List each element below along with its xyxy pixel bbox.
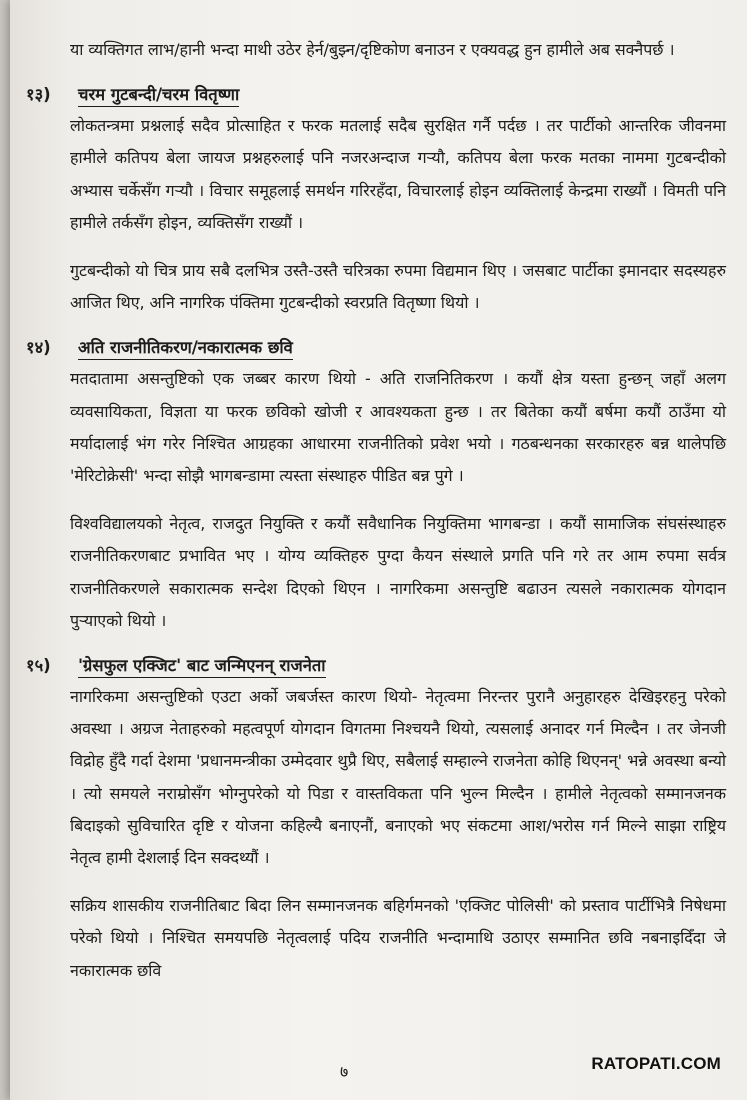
section-13-paragraph-1: लोकतन्त्रमा प्रश्नलाई सदैव प्रोत्साहित र फरक मतलाई सदैब सुरक्षित गर्नै पर्दछ । तर पार्टीको आन्तरिक जीवनमा हामीले कतिपय बेला जायज प्रश्नहरुलाई पनि नजरअन्दाज गऱ्यौ, कतिपय बेला फरक मतका नाममा गुटबन्दीको अभ्यास चर्केसँग गऱ्यौ । विचार समूहलाई समर्थन गरिरहँदा, विचारलाई होइन व्यक्तिलाई केन्द्रमा राख्यौं । विमती पनि हामीले तर्कसँग होइन, व्यक्तिसँग राख्यौं ।: [70, 116, 726, 232]
section-14-paragraph-2: विश्वविद्यालयको नेतृत्व, राजदुत नियुक्ति र कयौं सवैधानिक नियुक्तिमा भागबन्डा । कयौं सामाजिक संघसंस्थाहरु राजनीतिकरणबाट प्रभावित भए । योग्य व्यक्तिहरु पुग्दा कैयन संस्थाले प्रगति पनि गरे तर आम रुपमा सर्वत्र राजनीतिकरणले सकारात्मक सन्देश दिएको थिएन । नागरिकमा असन्तुष्टि बढाउन त्यसले नकारात्मक योगदान पुऱ्याएको थियो ।: [70, 514, 726, 630]
section-13-paragraph-2: गुटबन्दीको यो चित्र प्राय सबै दलभित्र उस्तै-उस्तै चरित्रका रुपमा विद्यमान थिए । जसबाट पार्टीका इमानदार सदस्यहरु आजित थिए, अनि नागरिक पंक्तिमा गुटबन्दीको स्वरप्रति वितृष्णा थियो ।: [70, 261, 726, 313]
section-14-paragraph-1: मतदातामा असन्तुष्टिको एक जब्बर कारण थियो - अति राजनितिकरण । कयौं क्षेत्र यस्ता हुन्छन् जहाँ अलग व्यवसायिकता, विज्ञता या फरक छविको खोजी र आवश्यकता हुन्छ । तर बितेका कयौं बर्षमा कयौं ठाउँमा यो मर्यादालाई भंग गरेर निश्चित आग्रहका आधारमा राजनीतिको प्रवेश भयो । गठबन्धनका सरकारहरु बन्न थालेपछि 'मेरिटोक्रेसी' भन्दा सोझै भागबन्डामा त्यस्ता संस्थाहरु पीडित बन्न पुगे ।: [70, 369, 726, 486]
section-title: चरम गुटबन्दी/चरम वितृष्णा: [78, 84, 239, 107]
paragraph-gap: [26, 239, 726, 255]
section-heading-13: [26, 80, 726, 110]
page-number: ७: [340, 1062, 349, 1081]
section-number: १३): [26, 85, 51, 105]
document-body: [26, 34, 726, 987]
section-title: 'ग्रेसफुल एक्जिट' बाट जन्मिएनन् राजनेता: [78, 655, 326, 678]
paragraph-gap: [26, 874, 726, 890]
paragraph-gap: [26, 492, 726, 508]
section-15-paragraph-2: सक्रिय शासकीय राजनीतिबाट बिदा लिन सम्मानजनक बहिर्गमनको 'एक्जिट पोलिसी' को प्रस्ताव पार्टीभित्रै निषेधमा परेको थियो । निश्चित समयपछि नेतृत्वलाई पदिय राजनीति भन्दामाथि उठाएर सम्मानित छवि नबनाइदिँदा जे नकारात्मक छवि: [70, 896, 726, 980]
intro-paragraph: या व्यक्तिगत लाभ/हानी भन्दा माथी उठेर हेर्न/बुझ्न/दृष्टिकोण बनाउन र एक्यवद्ध हुन हामीले अब सक्नैपर्छ ।: [70, 40, 675, 59]
section-title: अति राजनीतिकरण/नकारात्मक छवि: [78, 337, 293, 360]
section-number: १५): [26, 656, 51, 676]
section-number: १४): [26, 338, 51, 358]
section-15-paragraph-1: नागरिकमा असन्तुष्टिको एउटा अर्को जबर्जस्त कारण थियो- नेतृत्वमा निरन्तर पुरानै अनुहारहरु देखिइरहनु परेको अवस्था । अग्रज नेताहरुको महत्वपूर्ण योगदान विगतमा निश्चयनै थियो, त्यसलाई अनादर गर्न मिल्दैन । तर जेनजी विद्रोह हुँदै गर्दा देशमा 'प्रधानमन्त्रीका उम्मेदवार थुप्रै थिए, सबैलाई सम्हाल्ने राजनेता कोहि थिएनन्' भन्ने अवस्था बन्यो । त्यो समयले नराम्रोसँग भोग्नुपरेको यो पिडा र वास्तविकता पनि भुल्न मिल्दैन । हामीले नेतृत्वको सम्मानजनक बिदाइको सुविचारित दृष्टि र योजना कहिल्यै बनाएनौं, बनाएको भए संकटमा आश/भरोस गर्न मिल्ने साझा राष्ट्रिय नेतृत्व हामी देशलाई दिन सक्दथ्यौं ।: [70, 687, 726, 868]
section-heading-14: [26, 333, 726, 363]
watermark-logo: RATOPATI.COM: [591, 1054, 721, 1073]
section-heading-15: [26, 651, 726, 681]
document-page: [10, 0, 747, 1100]
